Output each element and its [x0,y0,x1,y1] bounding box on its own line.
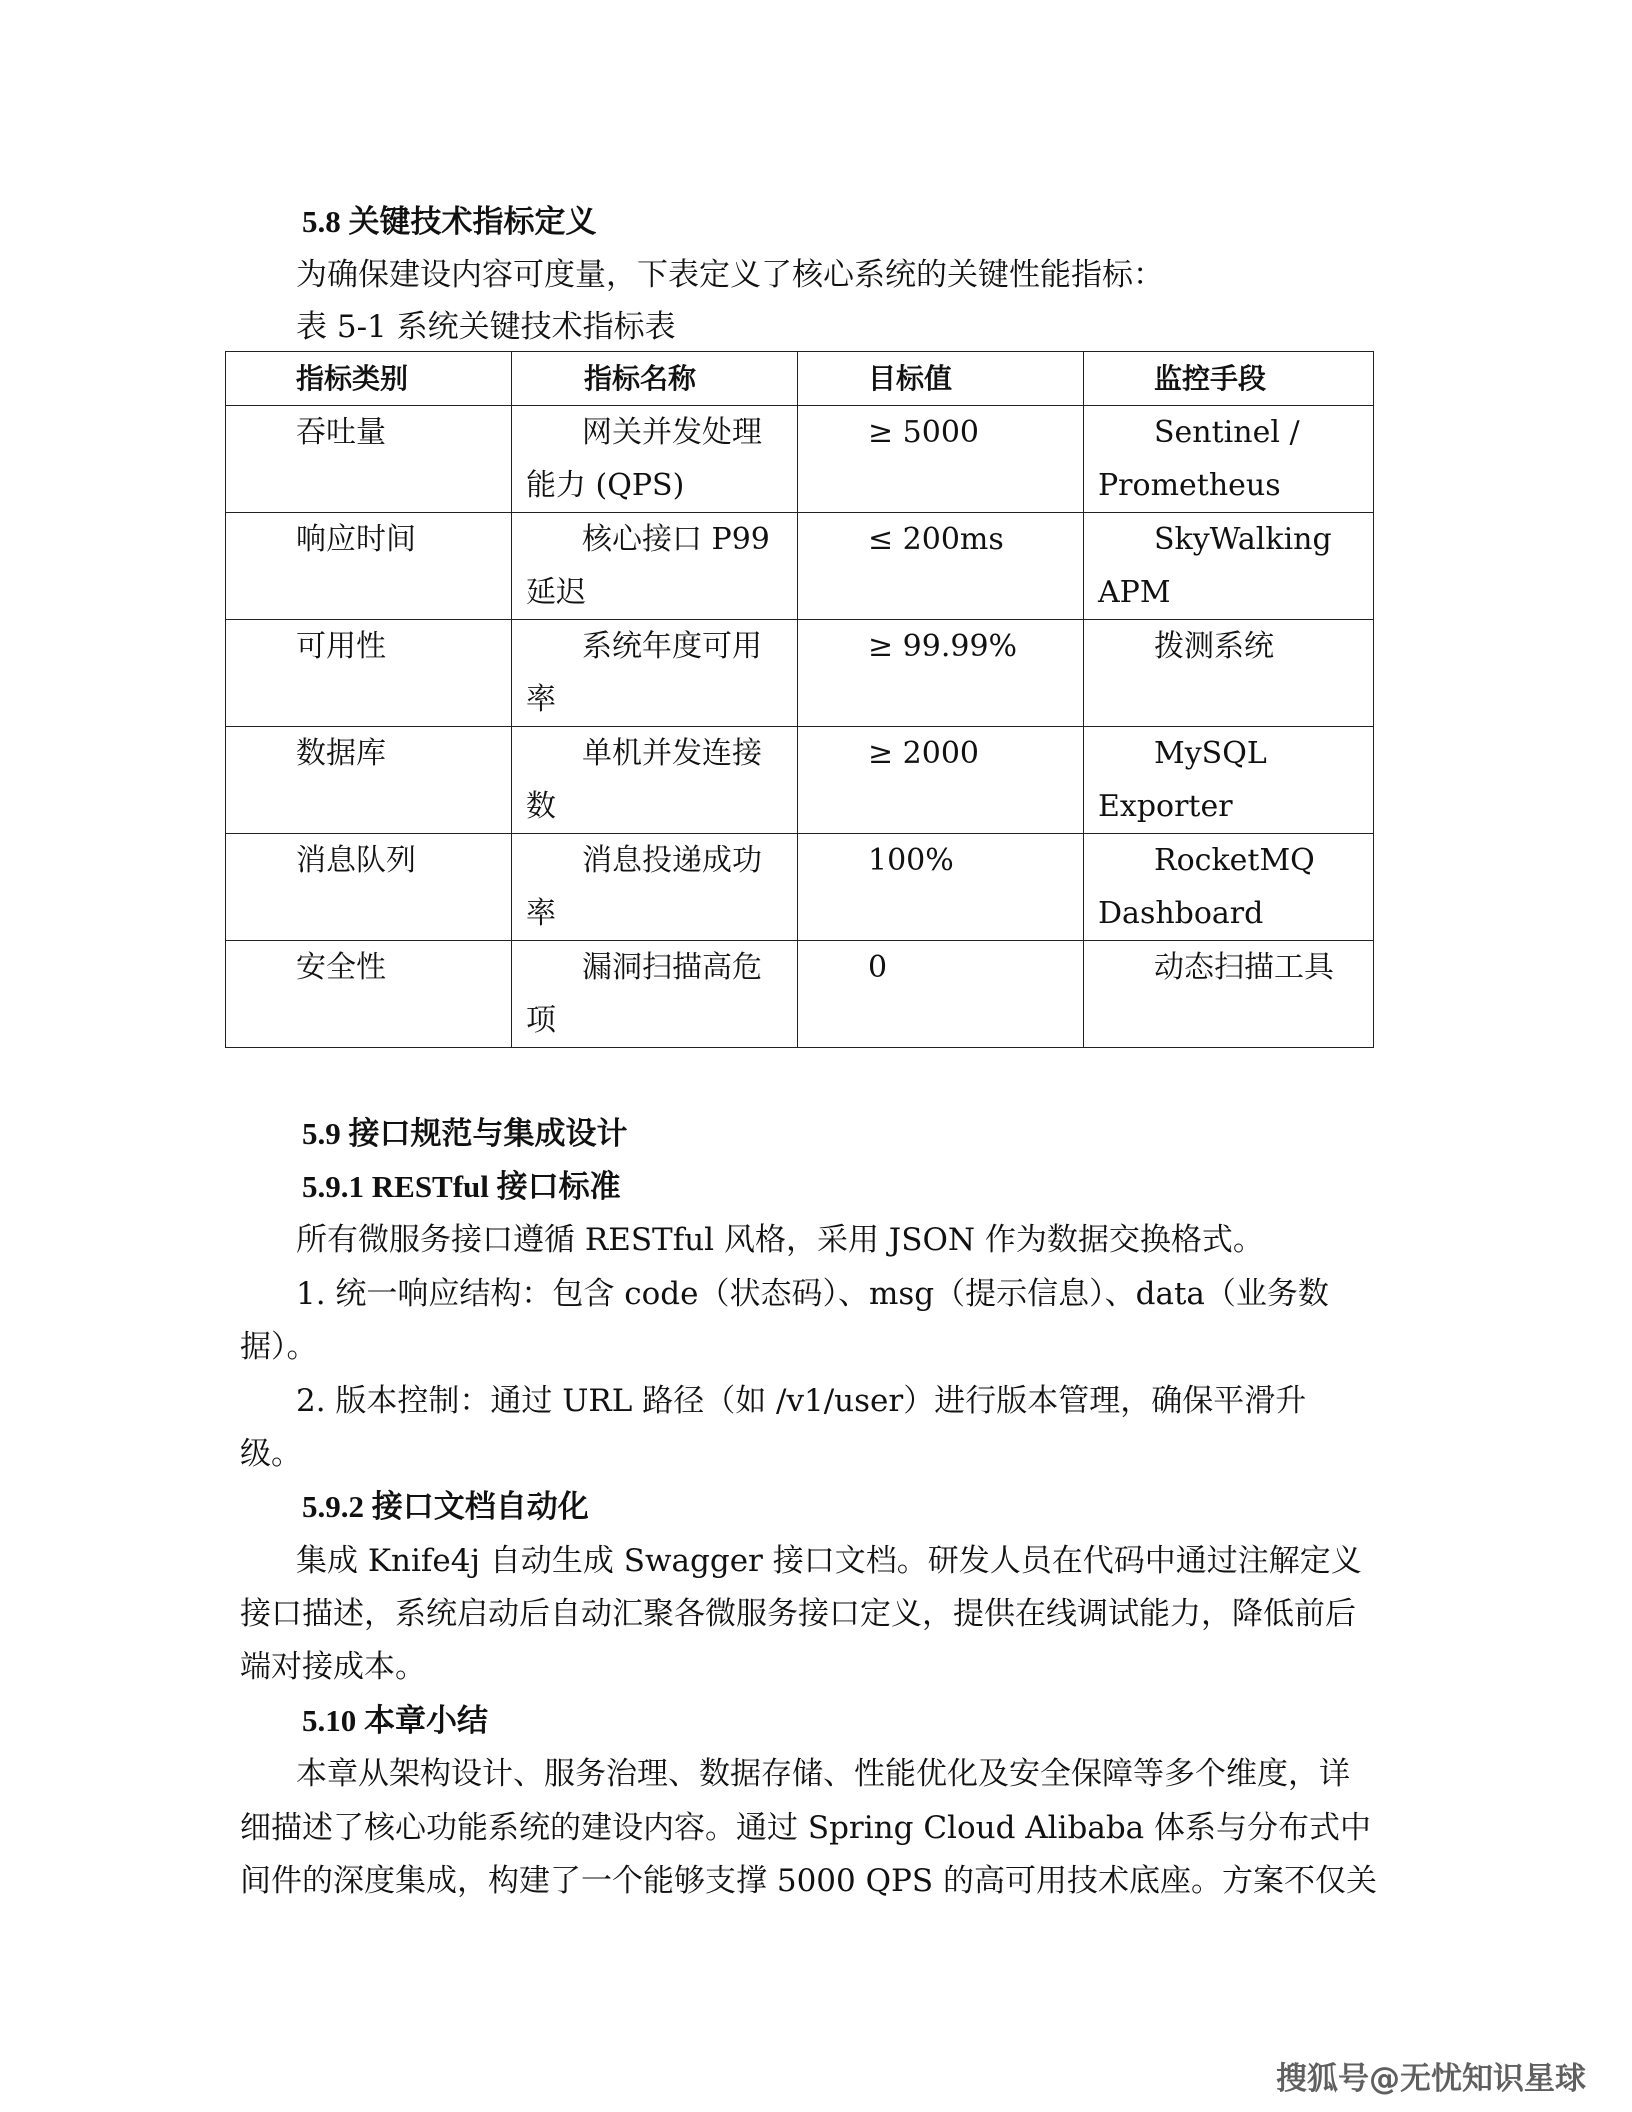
cell-name: 系统年度可用率 [512,620,798,727]
table-row [226,941,1374,1048]
section-5-9-1-heading: 5.9.1 RESTful 接口标准 [302,1169,621,1204]
cell-monitor: 拨测系统 [1084,620,1374,727]
cell-name: 单机并发连接数 [512,727,798,834]
cell-monitor: RocketMQ Dashboard [1084,834,1374,941]
section-5-9-2-line-1: 集成 Knife4j 自动生成 Swagger 接口文档。研发人员在代码中通过注解定义 [296,1543,1362,1579]
cell-category: 吞吐量 [226,406,512,513]
header-name: 指标名称 [512,352,798,406]
cell-monitor: 动态扫描工具 [1084,941,1374,1048]
section-5-8-heading: 5.8 关键技术指标定义 [302,204,597,239]
cell-target: ≥ 2000 [798,727,1084,834]
list-item-2-line-2: 级。 [240,1436,302,1472]
cell-category: 数据库 [226,727,512,834]
cell-monitor: MySQL Exporter [1084,727,1374,834]
cell-name: 核心接口 P99 延迟 [512,513,798,620]
cell-name: 漏洞扫描高危项 [512,941,798,1048]
cell-target: ≥ 99.99% [798,620,1084,727]
cell-name: 消息投递成功率 [512,834,798,941]
section-5-8-intro: 为确保建设内容可度量，下表定义了核心系统的关键性能指标： [296,257,1164,293]
section-5-9-2-line-3: 端对接成本。 [240,1649,426,1685]
cell-target: 100% [798,834,1084,941]
header-monitor: 监控手段 [1084,352,1374,406]
cell-category: 消息队列 [226,834,512,941]
table-header-row [226,352,1374,406]
table-row [226,834,1374,941]
cell-name: 网关并发处理能力 (QPS) [512,406,798,513]
cell-category: 安全性 [226,941,512,1048]
section-5-10-line-3: 间件的深度集成，构建了一个能够支撑 5000 QPS 的高可用技术底座。方案不仅关 [240,1863,1377,1899]
list-item-1-line-2: 据）。 [240,1329,318,1365]
table-row [226,620,1374,727]
list-item-2-line-1: 2. 版本控制：通过 URL 路径（如 /v1/user）进行版本管理，确保平滑升 [296,1383,1307,1419]
cell-target: ≥ 5000 [798,406,1084,513]
section-5-10-heading: 5.10 本章小结 [302,1703,488,1738]
cell-target: 0 [798,941,1084,1048]
section-5-9-1-intro: 所有微服务接口遵循 RESTful 风格，采用 JSON 作为数据交换格式。 [296,1222,1264,1258]
table-caption: 表 5-1 系统关键技术指标表 [296,309,676,345]
cell-monitor: Sentinel / Prometheus [1084,406,1374,513]
table-row [226,727,1374,834]
section-5-9-2-line-2: 接口描述，系统启动后自动汇聚各微服务接口定义，提供在线调试能力，降低前后 [240,1596,1356,1632]
cell-category: 可用性 [226,620,512,727]
header-category: 指标类别 [226,352,512,406]
sohu-watermark: 搜狐号@无忧知识星球 [1276,2061,1586,2097]
table-row [226,406,1374,513]
section-5-9-2-heading: 5.9.2 接口文档自动化 [302,1489,589,1524]
section-5-10-line-2: 细描述了核心功能系统的建设内容。通过 Spring Cloud Alibaba 体系与分布式中 [240,1810,1372,1846]
metrics-table [225,351,1374,1048]
cell-category: 响应时间 [226,513,512,620]
section-5-10-line-1: 本章从架构设计、服务治理、数据存储、性能优化及安全保障等多个维度，详 [296,1756,1350,1792]
table-row [226,513,1374,620]
cell-target: ≤ 200ms [798,513,1084,620]
section-5-9-heading: 5.9 接口规范与集成设计 [302,1116,628,1151]
list-item-1-line-1: 1. 统一响应结构：包含 code（状态码）、msg（提示信息）、data（业务数 [296,1276,1329,1312]
header-target: 目标值 [798,352,1084,406]
cell-monitor: SkyWalking APM [1084,513,1374,620]
